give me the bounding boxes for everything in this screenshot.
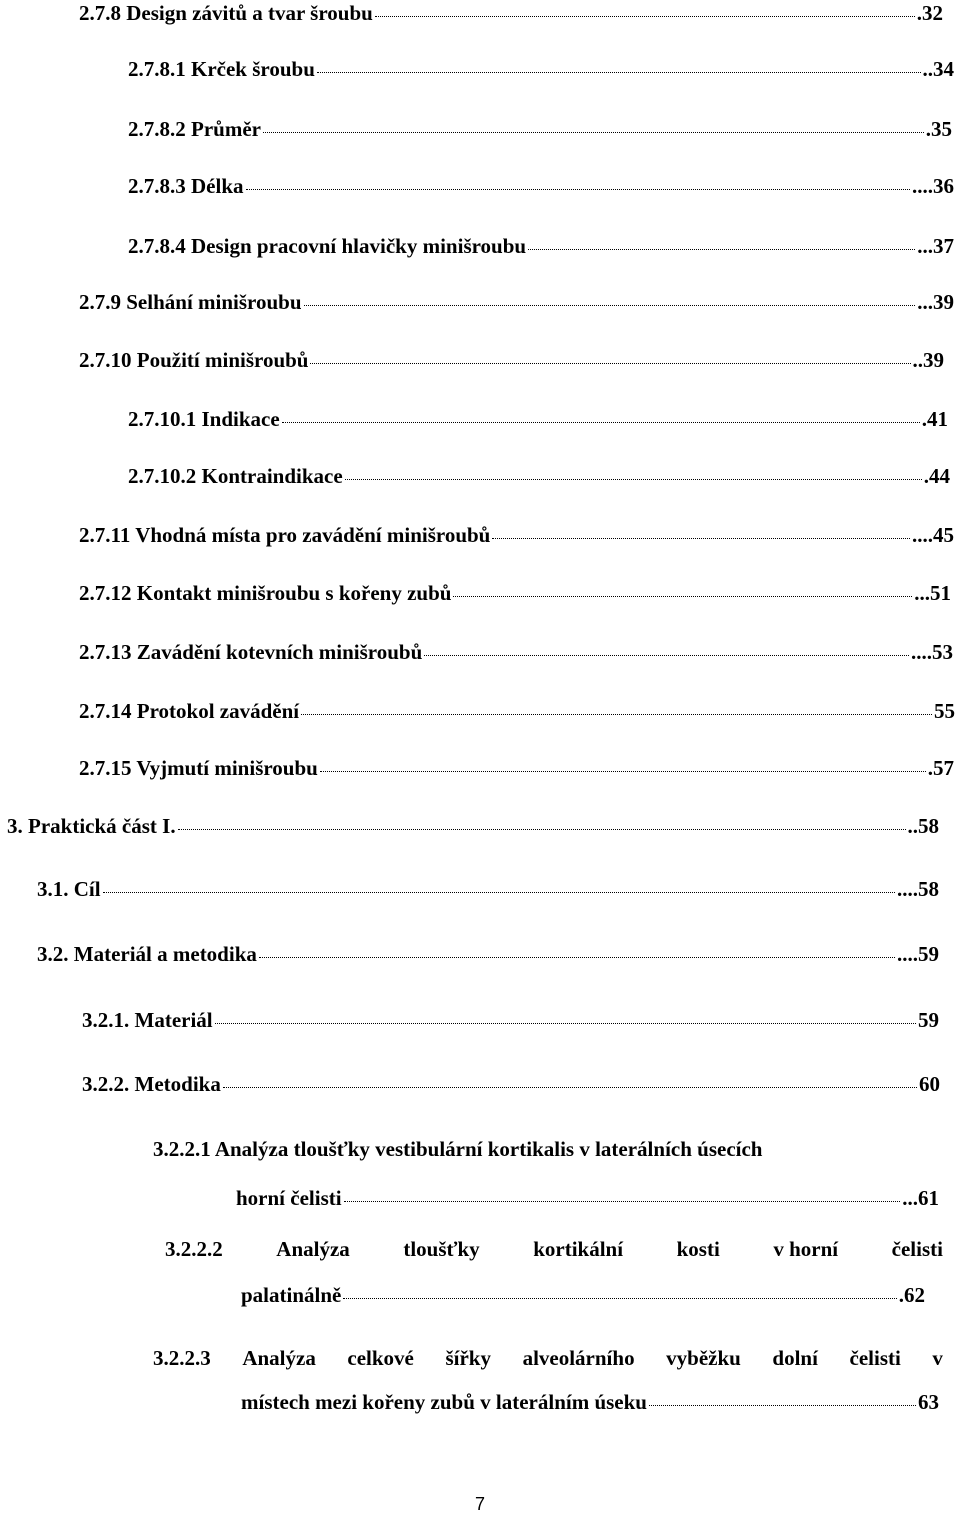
toc-page: .57 <box>927 756 954 780</box>
toc-entry[interactable] <box>128 406 948 432</box>
toc-title: palatinálně <box>241 1283 342 1307</box>
toc-title: 3. Praktická část I. <box>7 814 176 838</box>
toc-page: 55 <box>934 699 955 723</box>
toc-title: 3.2.1. Materiál <box>82 1008 213 1032</box>
toc-title: 2.7.11 Vhodná místa pro zavádění minišroubů <box>79 523 491 547</box>
toc-entry[interactable] <box>128 463 950 489</box>
toc-page: 59 <box>918 1008 939 1032</box>
toc-leader <box>103 892 895 893</box>
toc-page: ...39 <box>917 290 954 314</box>
toc-word: čelisti <box>849 1346 901 1370</box>
toc-entry[interactable] <box>82 1071 940 1097</box>
toc-word: šířky <box>445 1346 491 1370</box>
toc-title-line2-row <box>236 1185 939 1211</box>
toc-leader <box>317 72 921 73</box>
toc-title: místech mezi kořeny zubů v laterálním úseku <box>241 1390 647 1414</box>
toc-entry[interactable] <box>79 347 944 373</box>
toc-leader <box>178 829 906 830</box>
toc-leader <box>649 1405 916 1406</box>
toc-page: ...37 <box>917 234 954 258</box>
toc-title: 2.7.8.3 Délka <box>128 174 244 198</box>
toc-title: 2.7.12 Kontakt minišroubu s kořeny zubů <box>79 581 452 605</box>
toc-word: Analýza <box>276 1237 350 1261</box>
toc-title: horní čelisti <box>236 1186 342 1210</box>
toc-leader <box>375 16 915 17</box>
toc-leader <box>343 1298 896 1299</box>
toc-word: čelisti <box>891 1237 943 1261</box>
toc-page: ....36 <box>912 174 954 198</box>
toc-leader <box>246 189 911 190</box>
toc-leader <box>301 714 932 715</box>
toc-title-line2-row <box>241 1282 925 1308</box>
toc-leader <box>344 1201 901 1202</box>
toc-title: 2.7.8 Design závitů a tvar šroubu <box>79 1 373 25</box>
toc-page: .35 <box>925 117 952 141</box>
toc-page: ..39 <box>912 348 944 372</box>
toc-page: .62 <box>898 1283 925 1307</box>
toc-entry[interactable] <box>128 116 952 142</box>
toc-word: tloušťky <box>403 1237 480 1261</box>
toc-title-line2-row <box>241 1389 939 1415</box>
toc-title: 2.7.10.1 Indikace <box>128 407 280 431</box>
toc-title: 2.7.8.1 Krček šroubu <box>128 57 315 81</box>
toc-page: ....53 <box>911 640 953 664</box>
toc-entry[interactable] <box>82 1007 939 1033</box>
toc-title: 3.2.2. Metodika <box>82 1072 221 1096</box>
toc-title: 2.7.10 Použití minišroubů <box>79 348 309 372</box>
toc-page: ....58 <box>897 877 939 901</box>
toc-leader <box>424 655 909 656</box>
toc-entry[interactable] <box>37 876 939 902</box>
toc-leader <box>259 957 895 958</box>
toc-leader <box>453 596 912 597</box>
toc-leader <box>263 132 924 133</box>
toc-title-line1: 3.2.2.1 Analýza tloušťky vestibulární kortikalis v laterálních úsecích <box>153 1137 763 1161</box>
toc-page: ...51 <box>914 581 951 605</box>
toc-leader <box>310 363 910 364</box>
page-number: 7 <box>474 1494 485 1514</box>
toc-leader <box>528 249 915 250</box>
toc-leader <box>304 305 916 306</box>
toc-page: ..58 <box>907 814 939 838</box>
toc-title: 2.7.15 Vyjmutí minišroubu <box>79 756 318 780</box>
toc-title-line1 <box>153 1345 943 1371</box>
toc-page: .32 <box>916 1 943 25</box>
toc-leader <box>282 422 920 423</box>
toc-title-line1 <box>165 1236 943 1262</box>
toc-title: 3.1. Cíl <box>37 877 101 901</box>
toc-word: kortikální <box>533 1237 624 1261</box>
toc-page: .44 <box>923 464 950 488</box>
toc-leader <box>215 1023 916 1024</box>
toc-page: .41 <box>921 407 948 431</box>
toc-page: ....45 <box>912 523 954 547</box>
toc-title: 2.7.9 Selhání minišroubu <box>79 290 302 314</box>
toc-word: 3.2.2.3 <box>153 1346 211 1370</box>
toc-title: 2.7.14 Protokol zavádění <box>79 699 300 723</box>
toc-entry[interactable] <box>7 813 939 839</box>
toc-leader <box>345 479 922 480</box>
toc-leader <box>492 538 910 539</box>
toc-word: kosti <box>676 1237 720 1261</box>
toc-page: ...61 <box>902 1186 939 1210</box>
toc-entry[interactable] <box>79 639 953 665</box>
toc-title: 2.7.13 Zavádění kotevních minišroubů <box>79 640 423 664</box>
toc-entry[interactable] <box>37 941 939 967</box>
toc-word: 3.2.2.2 <box>165 1237 223 1261</box>
toc-leader <box>320 771 926 772</box>
toc-word: alveolárního <box>522 1346 635 1370</box>
toc-entry[interactable] <box>79 0 943 26</box>
toc-word: Analýza <box>242 1346 316 1370</box>
toc-title: 3.2. Materiál a metodika <box>37 942 257 966</box>
toc-entry[interactable] <box>79 698 955 724</box>
toc-entry[interactable] <box>79 522 954 548</box>
toc-leader <box>223 1087 917 1088</box>
toc-page: 63 <box>918 1390 939 1414</box>
toc-word: dolní <box>772 1346 818 1370</box>
toc-word: v horní <box>773 1237 839 1261</box>
toc-page: 60 <box>919 1072 940 1096</box>
toc-word: celkové <box>347 1346 414 1370</box>
toc-entry[interactable] <box>79 289 954 315</box>
toc-page: ....59 <box>897 942 939 966</box>
toc-word: vyběžku <box>666 1346 741 1370</box>
toc-entry[interactable] <box>79 755 954 781</box>
toc-entry[interactable] <box>128 173 954 199</box>
toc-page: ..34 <box>922 57 954 81</box>
toc-entry[interactable] <box>128 233 954 259</box>
toc-entry[interactable] <box>79 580 951 606</box>
toc-title: 2.7.8.2 Průměr <box>128 117 261 141</box>
toc-entry[interactable] <box>128 56 954 82</box>
toc-title: 2.7.10.2 Kontraindikace <box>128 464 343 488</box>
toc-title: 2.7.8.4 Design pracovní hlavičky minišroubu <box>128 234 527 258</box>
toc-word: v <box>932 1346 943 1370</box>
